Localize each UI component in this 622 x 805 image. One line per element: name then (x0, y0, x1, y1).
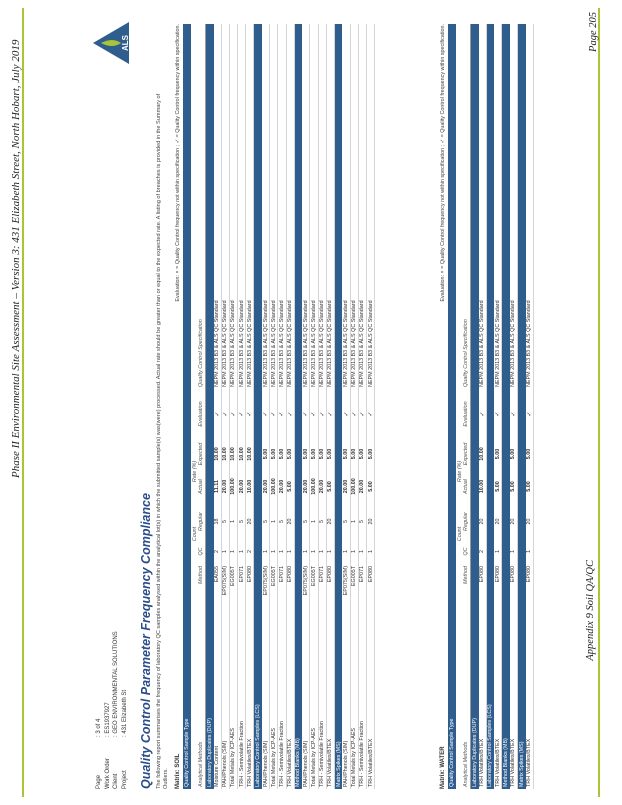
actual-rate-cell: 10.00 (479, 479, 486, 494)
evaluation-check-icon: ✓ (247, 411, 254, 417)
analyte-cell: Total Metals by ICP-AES (230, 727, 237, 787)
regular-count-cell: 5 (302, 520, 309, 523)
page-number: Page 205 (588, 12, 599, 52)
water-qc-table (440, 24, 534, 789)
green-divider (598, 8, 600, 797)
expected-rate-cell: 10.00 (238, 447, 245, 461)
method-cell: EP075(SIM) (262, 566, 269, 596)
method-cell: EG005T (230, 566, 237, 587)
qc-count-cell: 1 (526, 550, 533, 553)
spec-cell: NEPM 2013 B3 & ALS QC Standard (479, 300, 486, 387)
als-logo-icon (91, 20, 131, 66)
spec-cell: NEPM 2013 B3 & ALS QC Standard (246, 300, 253, 387)
qc-section-header: Laboratory Duplicates (DUP) (206, 24, 214, 789)
regular-count-cell: 20 (479, 518, 486, 525)
expected-rate-cell: 5.00 (327, 448, 334, 460)
meta-row (121, 631, 130, 789)
actual-rate-header: Actual (198, 479, 204, 494)
evaluation-check-icon: ✓ (526, 411, 533, 417)
qc-count-cell: 1 (302, 550, 309, 553)
method-cell: EP075(SIM) (343, 566, 350, 596)
analytical-methods-header: Analytical Methods (198, 741, 204, 787)
table-row (367, 24, 375, 789)
regular-count-cell: 5 (238, 520, 245, 523)
table-row (526, 24, 534, 789)
regular-count-cell: 1 (351, 520, 358, 523)
analyte-cell: TRH Volatiles/BTEX (510, 738, 517, 787)
regular-count-cell: 20 (367, 518, 374, 525)
matrix-label: Matrix: SOIL (175, 753, 181, 789)
evaluation-note: Evaluation: × = Quality Control frequency not within specification ; ✓ = Quality Control frequency within specification. (440, 24, 446, 302)
evaluation-note: Evaluation: × = Quality Control frequency not within specification ; ✓ = Quality Control frequency within specification. (175, 24, 181, 302)
evaluation-check-icon: ✓ (319, 411, 326, 417)
method-cell: EP080 (246, 566, 253, 583)
actual-rate-cell: 100.00 (270, 478, 277, 495)
spec-cell: NEPM 2013 B3 & ALS QC Standard (230, 300, 237, 387)
method-cell: EG005T (310, 566, 317, 587)
evaluation-header: Evaluation (463, 401, 469, 427)
regular-count-cell: 5 (262, 520, 269, 523)
spec-cell: NEPM 2013 B3 & ALS QC Standard (310, 300, 317, 387)
actual-rate-cell: 5.00 (287, 481, 294, 492)
qc-section-header: Laboratory Duplicates (DUP) (471, 24, 479, 789)
actual-rate-cell: 20.00 (278, 479, 285, 494)
rate-group-header: Rate (%) (192, 460, 198, 483)
analyte-cell: TRH - Semivolatile Fraction (319, 721, 326, 787)
analyte-cell: TRH Volatiles/BTEX (327, 738, 334, 787)
meta-key: Client (113, 773, 119, 789)
analyte-cell: TRH Volatiles/BTEX (246, 738, 253, 787)
meta-key: Page (96, 774, 102, 789)
soil-qc-table (175, 24, 375, 789)
qc-section-header: Method Blanks (MB) (502, 24, 510, 789)
expected-rate-cell: 5.00 (270, 448, 277, 460)
actual-rate-cell: 20.00 (302, 479, 309, 494)
analyte-cell: TRH Volatiles/BTEX (479, 738, 486, 787)
evaluation-check-icon: ✓ (343, 411, 350, 417)
method-cell: EP080 (510, 566, 517, 583)
evaluation-check-icon: ✓ (230, 411, 237, 417)
qc-count-cell: 1 (510, 550, 517, 553)
regular-count-header: Regular (463, 512, 469, 531)
rate-group-header: Rate (%) (457, 460, 463, 483)
evaluation-check-icon: ✓ (287, 411, 294, 417)
meta-row (104, 631, 113, 789)
table-row (262, 24, 270, 789)
expected-rate-header: Expected (463, 442, 469, 466)
actual-rate-cell: 20.00 (222, 479, 229, 494)
qc-section-header: Matrix Spikes (MS) (335, 24, 343, 789)
spec-cell: NEPM 2013 B3 & ALS QC Standard (214, 300, 221, 387)
spec-cell: NEPM 2013 B3 & ALS QC Standard (270, 300, 277, 387)
qc-section-header: Method Blanks (MB) (295, 24, 303, 789)
method-cell: EP071 (278, 566, 285, 583)
qc-sample-type-header: Quality Control Sample Type (183, 24, 191, 789)
evaluation-check-icon: ✓ (214, 411, 221, 417)
analyte-cell: PAH/Phenols (SIM) (262, 740, 269, 787)
expected-rate-cell: 5.00 (310, 448, 317, 460)
page-header: Phase II Environmental Site Assessment – Version 3: 431 Elizabeth Street, North Hobart, July 2019 (10, 39, 22, 478)
table-row (351, 24, 359, 789)
method-cell: EP075(SIM) (302, 566, 309, 596)
actual-rate-cell: 20.00 (359, 479, 366, 494)
spec-cell: NEPM 2013 B3 & ALS QC Standard (327, 300, 334, 387)
method-cell: EP075(SIM) (222, 566, 229, 596)
table-row (359, 24, 367, 789)
qc-count-cell: 1 (287, 550, 294, 553)
count-group-header: Count (192, 526, 198, 542)
qc-count-cell: 1 (343, 550, 350, 553)
regular-count-cell: 20 (510, 518, 517, 525)
method-cell: EP080 (287, 566, 294, 583)
actual-rate-cell: 100.00 (230, 478, 237, 495)
actual-rate-cell: 5.00 (367, 481, 374, 492)
expected-rate-cell: 5.00 (351, 448, 358, 460)
qc-section-header: Matrix Spikes (MS) (518, 24, 526, 789)
meta-value: : 431 Elizabeth St (121, 689, 128, 737)
expected-rate-cell: 10.00 (479, 447, 486, 461)
regular-count-cell: 5 (278, 520, 285, 523)
method-cell: EP071 (359, 566, 366, 583)
column-header-row (191, 24, 206, 789)
actual-rate-cell: 11.11 (214, 480, 221, 493)
analyte-cell: Total Metals by ICP-AES (310, 727, 317, 787)
evaluation-check-icon: ✓ (311, 411, 318, 417)
method-cell: EP080 (479, 566, 486, 583)
meta-key: Project (121, 770, 128, 789)
expected-rate-cell: 5.00 (359, 448, 366, 460)
table-row (270, 24, 278, 789)
table-row (230, 24, 238, 789)
actual-rate-cell: 5.00 (526, 481, 533, 492)
evaluation-check-icon: ✓ (279, 411, 286, 417)
expected-rate-cell: 10.00 (222, 447, 229, 461)
evaluation-check-icon: ✓ (327, 411, 334, 417)
regular-count-cell: 1 (230, 520, 237, 523)
regular-count-cell: 5 (343, 520, 350, 523)
meta-value: : ES1937927 (104, 702, 111, 737)
method-cell: EP071 (319, 566, 326, 583)
regular-count-cell: 1 (310, 520, 317, 523)
actual-rate-cell: 100.00 (351, 478, 358, 495)
qc-count-cell: 1 (351, 550, 358, 553)
method-cell: EP080 (494, 566, 501, 583)
regular-count-cell: 20 (246, 518, 253, 525)
expected-rate-cell: 10.00 (246, 447, 253, 461)
qc-count-cell: 1 (310, 550, 317, 553)
count-group-header: Count (457, 526, 463, 542)
qc-count-cell: 1 (270, 550, 277, 553)
spec-header: Quality Control Specification (463, 319, 469, 387)
actual-rate-cell: 20.00 (238, 479, 245, 494)
evaluation-check-icon: ✓ (510, 411, 517, 417)
spec-cell: NEPM 2013 B3 & ALS QC Standard (238, 300, 245, 387)
regular-count-cell: 20 (327, 518, 334, 525)
spec-header: Quality Control Specification (198, 319, 204, 387)
meta-value: : GEO ENVIRONMENTAL SOLUTIONS (113, 631, 119, 737)
qc-section-header: Laboratory Control Samples (LCS) (254, 24, 262, 789)
analyte-cell: TRH Volatiles/BTEX (526, 738, 533, 787)
meta-key: Work Order (104, 758, 111, 789)
evaluation-check-icon: ✓ (263, 411, 270, 417)
analyte-cell: TRH Volatiles/BTEX (287, 738, 294, 787)
analyte-cell: PAH/Phenols (SIM) (343, 740, 350, 787)
expected-rate-cell: 5.00 (526, 448, 533, 460)
regular-count-cell: 20 (287, 518, 294, 525)
actual-rate-cell: 20.00 (343, 479, 350, 494)
evaluation-check-icon: ✓ (359, 411, 366, 417)
analyte-cell: PAH/Phenols (SIM) (302, 740, 309, 787)
meta-row (95, 631, 104, 789)
evaluation-header: Evaluation (198, 401, 204, 427)
regular-count-cell: 20 (494, 518, 501, 525)
logo-text: ALS (121, 35, 130, 51)
expected-rate-cell: 5.00 (302, 448, 309, 460)
table-row (494, 24, 502, 789)
spec-cell: NEPM 2013 B3 & ALS QC Standard (351, 300, 358, 387)
expected-rate-cell: 5.00 (278, 448, 285, 460)
evaluation-check-icon: ✓ (479, 411, 486, 417)
expected-rate-cell: 5.00 (510, 448, 517, 460)
report-title: Quality Control Parameter Frequency Compliance (139, 493, 153, 789)
regular-count-cell: 5 (319, 520, 326, 523)
table-row (510, 24, 518, 789)
qc-count-cell: 1 (238, 550, 245, 553)
page-footer: Appendix 9 Soil QA/QC (585, 560, 596, 661)
table-row (319, 24, 327, 789)
qc-count-cell: 1 (494, 550, 501, 553)
table-row (238, 24, 246, 789)
spec-cell: NEPM 2013 B3 & ALS QC Standard (287, 300, 294, 387)
method-cell: EA055 (214, 566, 221, 583)
report-intro: The following report summarises the frequency of laboratory QC samples analysed within the analytical lot(s) in which the submitted sample(s) was(were) processed. Actual rate should be greater than or equal to the expected rate. A listing of breaches is provided in the Summary of Outliers. (156, 93, 169, 789)
evaluation-check-icon: ✓ (368, 411, 375, 417)
qc-sample-type-header: Quality Control Sample Type (448, 24, 456, 789)
actual-rate-cell: 5.00 (494, 481, 501, 492)
method-header: Method (463, 566, 469, 584)
qc-count-cell: 1 (327, 550, 334, 553)
expected-rate-cell: 5.00 (494, 448, 501, 460)
table-row (310, 24, 318, 789)
expected-rate-cell: 5.00 (367, 448, 374, 460)
expected-rate-cell: 10.00 (230, 447, 237, 461)
evaluation-check-icon: ✓ (239, 411, 246, 417)
method-cell: EG005T (351, 566, 358, 587)
table-row (287, 24, 295, 789)
spec-cell: NEPM 2013 B3 & ALS QC Standard (494, 300, 501, 387)
method-header: Method (198, 566, 204, 584)
regular-count-cell: 20 (526, 518, 533, 525)
spec-cell: NEPM 2013 B3 & ALS QC Standard (278, 300, 285, 387)
actual-rate-header: Actual (463, 479, 469, 494)
report-meta (95, 631, 129, 789)
evaluation-check-icon: ✓ (222, 411, 229, 417)
expected-rate-cell: 5.00 (343, 448, 350, 460)
spec-cell: NEPM 2013 B3 & ALS QC Standard (262, 300, 269, 387)
spec-cell: NEPM 2013 B3 & ALS QC Standard (343, 300, 350, 387)
spec-cell: NEPM 2013 B3 & ALS QC Standard (510, 300, 517, 387)
analyte-cell: PAH/Phenols (SIM) (222, 740, 229, 787)
table-row (222, 24, 230, 789)
spec-cell: NEPM 2013 B3 & ALS QC Standard (526, 300, 533, 387)
evaluation-check-icon: ✓ (303, 411, 310, 417)
table-row (246, 24, 254, 789)
table-row (214, 24, 222, 789)
actual-rate-cell: 20.00 (262, 479, 269, 494)
actual-rate-cell: 10.00 (246, 479, 253, 494)
qc-count-cell: 2 (479, 550, 486, 553)
evaluation-check-icon: ✓ (271, 411, 278, 417)
table-row (327, 24, 335, 789)
spec-cell: NEPM 2013 B3 & ALS QC Standard (302, 300, 309, 387)
table-row (278, 24, 286, 789)
spec-cell: NEPM 2013 B3 & ALS QC Standard (319, 300, 326, 387)
analyte-cell: Total Metals by ICP-AES (270, 727, 277, 787)
column-header-row (456, 24, 471, 789)
report-page (95, 10, 565, 795)
actual-rate-cell: 100.00 (310, 478, 317, 495)
qc-section-header: Laboratory Control Samples (LCS) (487, 24, 495, 789)
analyte-cell: TRH Volatiles/BTEX (494, 738, 501, 787)
analyte-cell: Moisture Content (214, 745, 221, 787)
method-cell: EP080 (367, 566, 374, 583)
qc-count-cell: 1 (367, 550, 374, 553)
expected-rate-cell: 5.00 (319, 448, 326, 460)
analyte-cell: Total Metals by ICP-AES (351, 727, 358, 787)
method-cell: EP080 (327, 566, 334, 583)
method-cell: EP080 (526, 566, 533, 583)
qc-count-cell: 2 (214, 550, 221, 553)
method-cell: EP071 (238, 566, 245, 583)
qc-count-header: QC (198, 547, 204, 556)
regular-count-header: Regular (198, 512, 204, 531)
qc-count-cell: 1 (319, 550, 326, 553)
expected-rate-cell: 5.00 (262, 448, 269, 460)
regular-count-cell: 18 (214, 518, 221, 525)
table-row (342, 24, 350, 789)
regular-count-cell: 5 (359, 520, 366, 523)
actual-rate-cell: 20.00 (319, 479, 326, 494)
evaluation-check-icon: ✓ (351, 411, 358, 417)
expected-rate-cell: 10.00 (214, 447, 221, 461)
analyte-cell: TRH Volatiles/BTEX (367, 738, 374, 787)
actual-rate-cell: 5.00 (327, 481, 334, 492)
qc-count-cell: 2 (246, 550, 253, 553)
qc-count-cell: 1 (262, 550, 269, 553)
expected-rate-cell: 5.00 (287, 448, 294, 460)
analyte-cell: TRH - Semivolatile Fraction (359, 721, 366, 787)
meta-value: : 3 of 4 (96, 718, 102, 737)
meta-row (112, 631, 121, 789)
actual-rate-cell: 5.00 (510, 481, 517, 492)
qc-count-cell: 1 (230, 550, 237, 553)
green-divider (22, 8, 24, 797)
regular-count-cell: 1 (270, 520, 277, 523)
method-cell: EG005T (270, 566, 277, 587)
spec-cell: NEPM 2013 B3 & ALS QC Standard (367, 300, 374, 387)
analyte-cell: TRH - Semivolatile Fraction (238, 721, 245, 787)
spec-cell: NEPM 2013 B3 & ALS QC Standard (222, 300, 229, 387)
analyte-cell: TRH - Semivolatile Fraction (278, 721, 285, 787)
qc-count-cell: 1 (222, 550, 229, 553)
qc-count-cell: 1 (278, 550, 285, 553)
expected-rate-header: Expected (198, 442, 204, 466)
qc-count-cell: 1 (359, 550, 366, 553)
matrix-label: Matrix: WATER (440, 746, 446, 789)
table-row (302, 24, 310, 789)
spec-cell: NEPM 2013 B3 & ALS QC Standard (359, 300, 366, 387)
table-row (479, 24, 487, 789)
qc-count-header: QC (463, 547, 469, 556)
analytical-methods-header: Analytical Methods (463, 741, 469, 787)
evaluation-check-icon: ✓ (495, 411, 502, 417)
regular-count-cell: 5 (222, 520, 229, 523)
